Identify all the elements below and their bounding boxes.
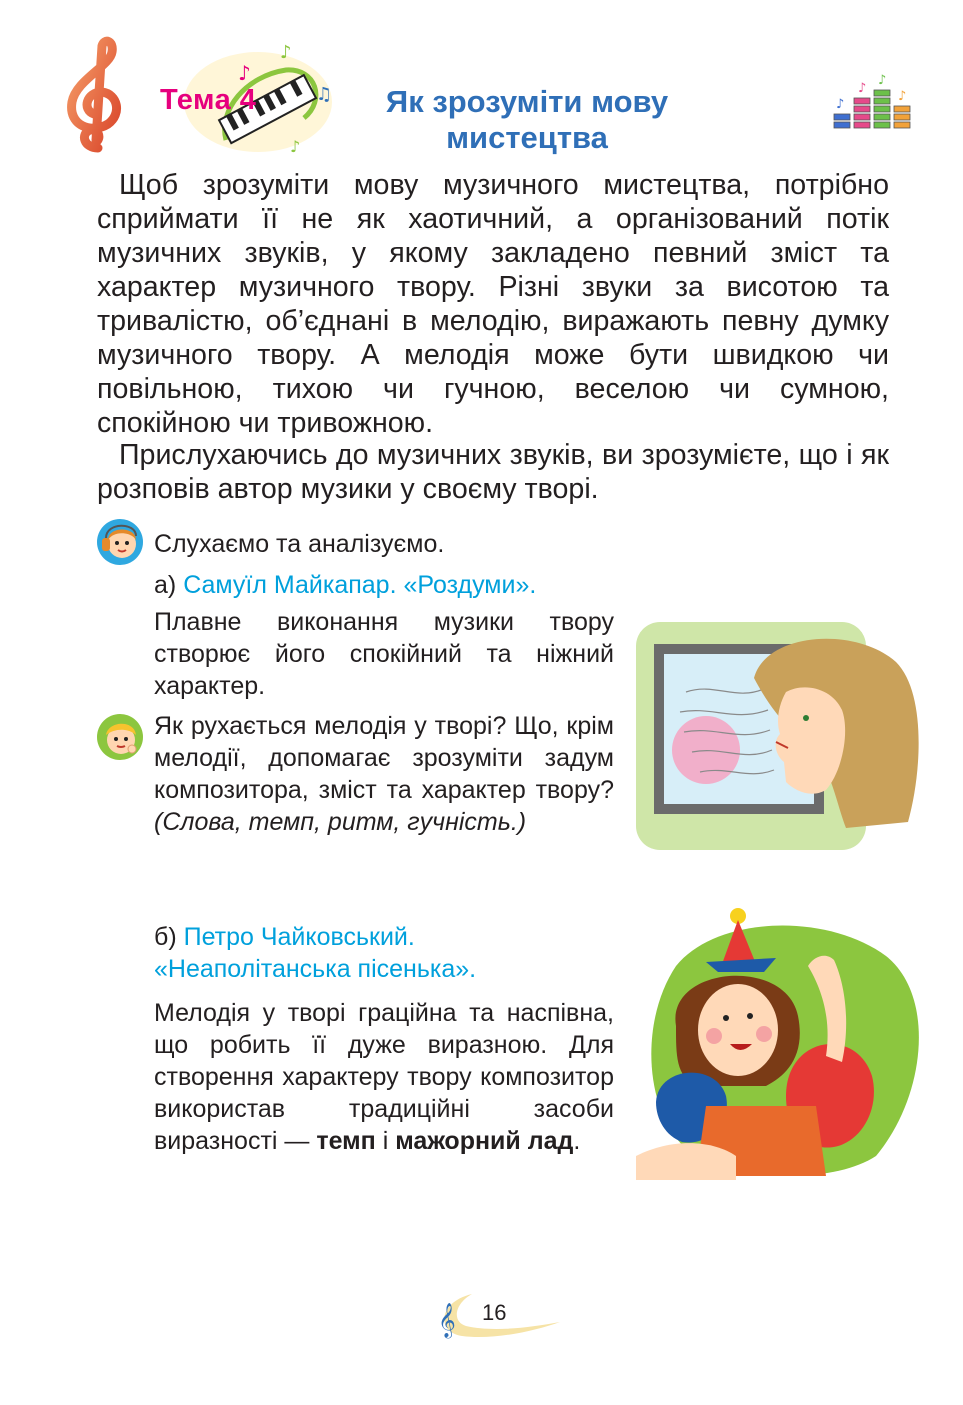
piece-b-title-line1: Петро Чайковський. bbox=[183, 923, 415, 951]
piece-a-description: Плавне виконання музики твору створює його спокійний та ніжний характер. bbox=[154, 608, 614, 700]
page-title-line2: мистецтва bbox=[446, 120, 608, 155]
intro-paragraph-2: Прислухаючись до музичних звуків, ви зрозумієте, що і як розповів автор музики у своєму творі. bbox=[97, 439, 889, 505]
svg-text:♪: ♪ bbox=[238, 61, 251, 85]
svg-text:♪: ♪ bbox=[858, 81, 867, 96]
thinking-child-icon bbox=[96, 713, 144, 761]
piece-b-marker: б) bbox=[154, 923, 177, 951]
svg-text:♫: ♫ bbox=[316, 84, 333, 105]
page-number: 16 bbox=[482, 1300, 507, 1325]
analysis-question bbox=[154, 710, 614, 838]
svg-text:♪: ♪ bbox=[878, 73, 887, 88]
treble-clef-icon bbox=[62, 36, 132, 154]
piece-a-title: Самуїл Майкапар. «Роздуми». bbox=[183, 571, 537, 599]
girl-at-window-illustration bbox=[636, 622, 926, 852]
piece-a-marker: а) bbox=[154, 571, 177, 599]
headphones-child-icon bbox=[96, 518, 144, 566]
question-text: Як рухається мелодія у творі? Що, крім мелодії, допомагає зрозуміти задум композитора, зміст та характер твору? bbox=[154, 712, 614, 804]
listening-heading: Слухаємо та аналізуємо. bbox=[154, 530, 445, 558]
piece-b-heading bbox=[154, 921, 614, 985]
conjunction: і bbox=[382, 1127, 389, 1155]
page-title-line1: Як зрозуміти мову bbox=[385, 84, 669, 119]
page-title bbox=[352, 84, 702, 156]
svg-text:♪: ♪ bbox=[290, 137, 301, 156]
intro-paragraph-1: Щоб зрозуміти мову музичного мистецтва, потрібно сприймати її не як хаотичний, а організований потік музичних звуків, у якому закладено певний зміст та характер музичного твору. Різні звуки за висотою та тривалістю, об’єднані в мелодію, виражають певну думку музичного твору. А мелодія може бути швидкою чи повільною, тихою чи гучною, веселою чи сумною, спокійною чи тривожною. bbox=[97, 169, 889, 439]
svg-text:♪: ♪ bbox=[898, 89, 907, 104]
equalizer-decoration bbox=[832, 72, 914, 130]
svg-text:𝄞: 𝄞 bbox=[438, 1303, 456, 1338]
dancing-girl-illustration bbox=[636, 906, 926, 1180]
piece-b-title-line2: «Неаполітанська пісенька». bbox=[154, 955, 477, 983]
svg-text:♪: ♪ bbox=[836, 97, 845, 112]
topic-label: Тема 4 bbox=[160, 84, 257, 116]
piece-a-heading bbox=[154, 569, 536, 601]
term-tempo: темп bbox=[316, 1127, 376, 1155]
question-hint: (Слова, темп, ритм, гучність.) bbox=[154, 808, 527, 836]
svg-text:♪: ♪ bbox=[280, 42, 292, 63]
piece-b-description bbox=[154, 997, 614, 1157]
term-major-mode: мажорний лад bbox=[395, 1127, 574, 1155]
piece-b-description-end: . bbox=[573, 1127, 581, 1155]
piece-b-description-start: Мелодія у творі граційна та наспівна, що робить її дуже виразною. Для створення характеру твору композитор використав традиційні засоби виразності — bbox=[154, 999, 614, 1155]
